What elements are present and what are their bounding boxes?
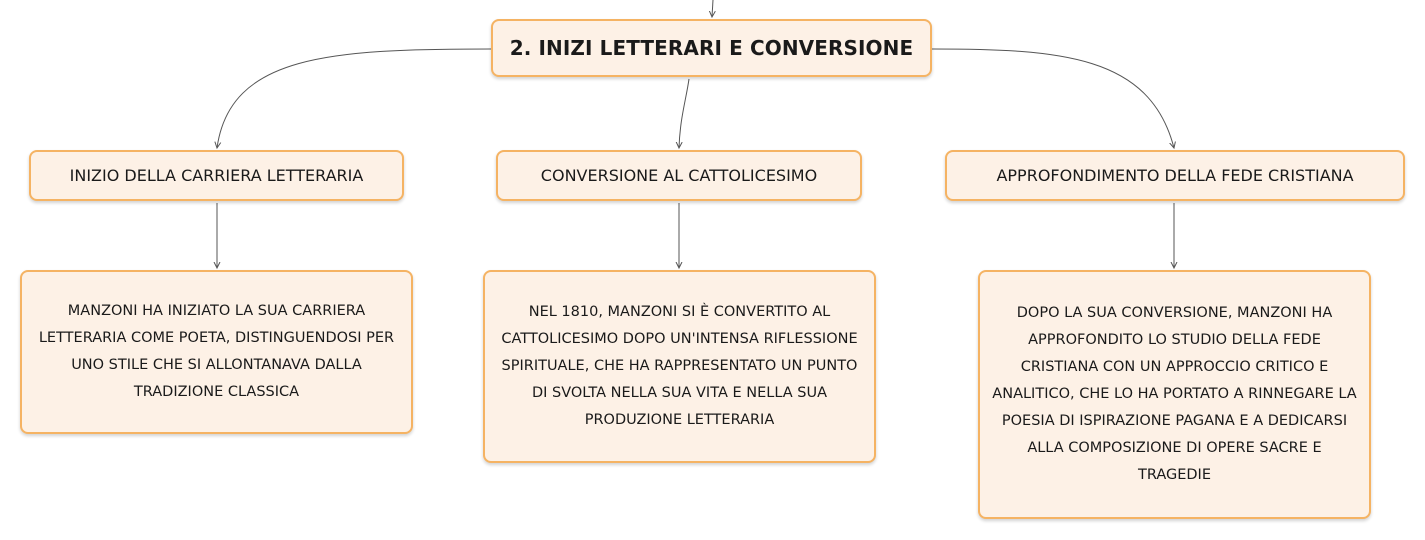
detail-node-literary-career[interactable] (20, 270, 413, 434)
topic-label: INIZIO DELLA CARRIERA LETTERARIA (69, 166, 364, 185)
topic-label: APPROFONDIMENTO DELLA FEDE CRISTIANA (996, 166, 1354, 185)
topic-node-conversion[interactable] (496, 150, 862, 201)
topic-node-christian-faith[interactable] (945, 150, 1405, 201)
incoming-connector (712, 0, 713, 17)
connector-root-to-topic-2 (679, 79, 689, 148)
topic-label: CONVERSIONE AL CATTOLICESIMO (540, 166, 818, 185)
connector-root-to-topic-1 (217, 49, 491, 148)
detail-text: DOPO LA SUA CONVERSIONE, MANZONI HA APPROFONDITO LO STUDIO DELLA FEDE CRISTIANA CON UN APPROCCIO CRITICO E ANALITICO, CHE LO HA PORTATO A RINNEGARE LA POESIA DI ISPIRAZIONE PAGANA E A DEDICARSI ALLA COMPOSIZIONE DI OPERE SACRE E TRAGEDIE (992, 305, 1357, 483)
detail-text: MANZONI HA INIZIATO LA SUA CARRIERA LETTERARIA COME POETA, DISTINGUENDOSI PER UNO STILE CHE SI ALLONTANAVA DALLA TRADIZIONE CLASSICA (38, 303, 395, 400)
root-title: 2. INIZI LETTERARI E CONVERSIONE (509, 36, 914, 60)
detail-node-christian-faith[interactable] (978, 270, 1371, 519)
detail-text: NEL 1810, MANZONI SI È CONVERTITO AL CATTOLICESIMO DOPO UN'INTENSA RIFLESSIONE SPIRITUALE, CHE HA RAPPRESENTATO UN PUNTO DI SVOLTA NELLA SUA VITA E NELLA SUA PRODUZIONE LETTERARIA (501, 304, 858, 428)
root-node[interactable] (491, 19, 932, 77)
connector-root-to-topic-3 (932, 49, 1174, 148)
detail-node-conversion[interactable] (483, 270, 876, 463)
topic-node-literary-career[interactable] (29, 150, 404, 201)
